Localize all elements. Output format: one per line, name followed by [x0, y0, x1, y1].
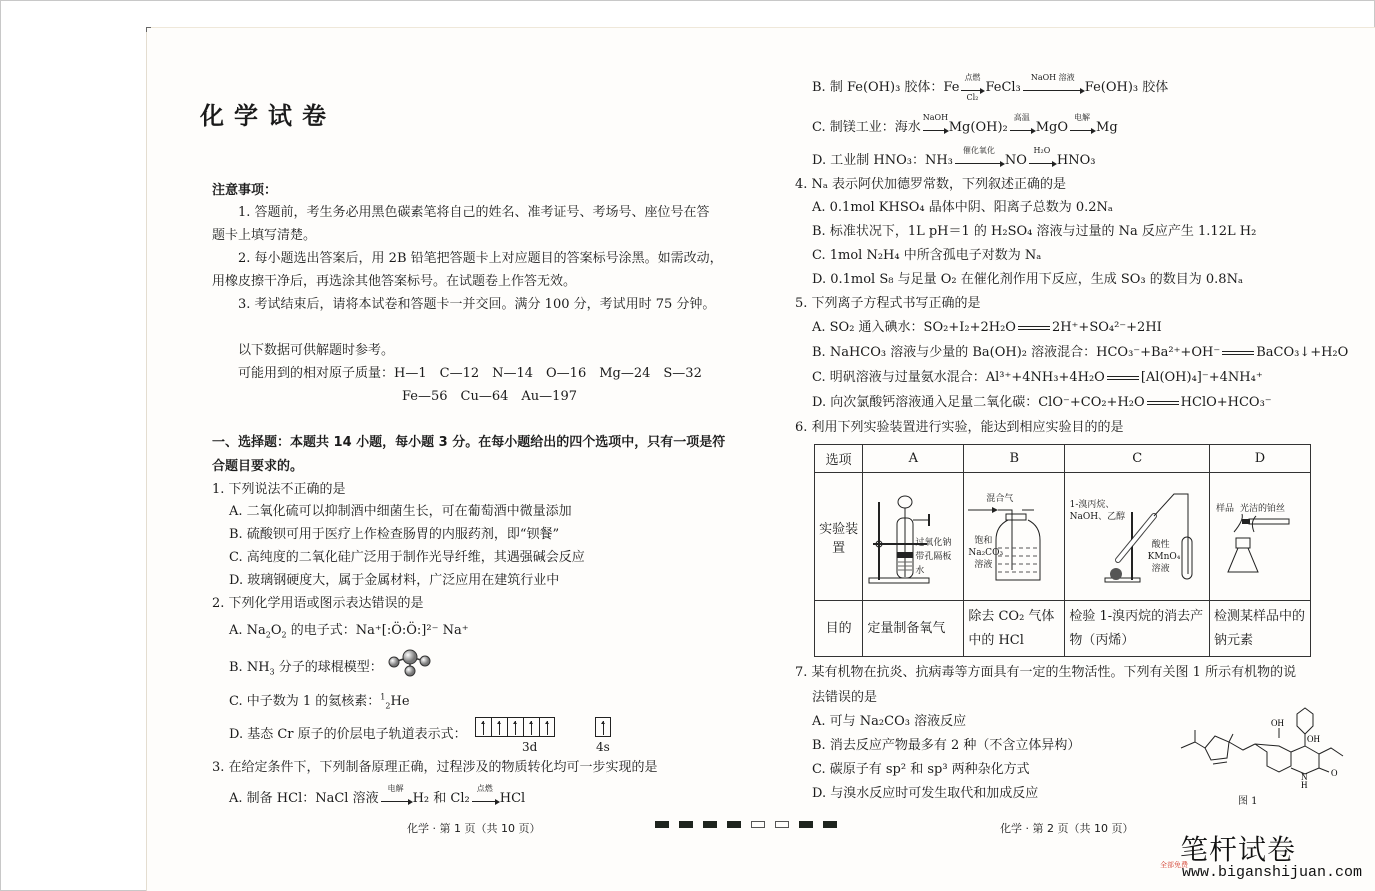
column-d: D	[1210, 445, 1311, 473]
watermark-url[interactable]: www.biganshijuan.com	[1182, 864, 1363, 881]
atomic-masses-label: 可能用到的相对原子质量：	[238, 366, 395, 381]
goal-b: 除去 CO₂ 气体中的 HCl	[964, 601, 1065, 657]
svg-text:OH: OH	[1271, 718, 1284, 728]
q5-option-d: D. 向次氯酸钙溶液通入足量二氧化碳：ClO⁻+CO₂+H₂O HClO+HCO₃⁻	[812, 395, 1272, 410]
q5-option-a: A. SO₂ 通入碘水：SO₂+I₂+2H₂O 2H⁺+SO₄²⁻+2HI	[812, 320, 1162, 335]
svg-text:N: N	[1301, 772, 1308, 782]
notice-item-3: 3. 考试结束后，请将本试卷和答题卡一并交回。满分 100 分，考试用时 75 分钟。	[238, 297, 716, 312]
q1-option-d: D. 玻璃钢硬度大，属于金属材料，广泛应用在建筑行业中	[229, 573, 560, 588]
q2-option-a: A. $Na_2O_2$ 的电子式：Na⁺[:Ö:Ö:]²⁻ Na⁺	[229, 623, 469, 640]
atomic-masses-values-1: H—1 C—12 N—14 O—16 Mg—24 S—32	[394, 366, 702, 381]
row-label-apparatus: 实验装置	[815, 473, 863, 601]
kipp-apparatus-icon	[867, 482, 959, 592]
q5-option-b: B. NaHCO₃ 溶液与少量的 Ba(OH)₂ 溶液混合：HCO₃⁻+Ba²⁺+OH⁻ BaCO₃↓+H₂O	[812, 345, 1349, 360]
q7-option-b: B. 消去反应产物最多有 2 种（不含立体异构）	[812, 738, 1081, 753]
q3-option-d: D. 工业制 HNO₃：NH₃ 催化氧化 NO H₂O HNO₃	[812, 146, 1096, 168]
q6-stem: 6. 利用下列实验装置进行实验，能达到相应实验目的的是	[795, 420, 1124, 435]
goal-c: 检验 1-溴丙烷的消去产物（丙烯）	[1065, 601, 1210, 657]
q2-option-c: C. 中子数为 1 的氦核素：$^1_2$He	[229, 692, 410, 711]
notice-heading: 注意事项：	[212, 183, 278, 198]
section-1-heading-cont: 合题目要求的。	[212, 459, 304, 474]
figure-1-caption: 图 1	[1238, 796, 1258, 807]
q2-stem: 2. 下列化学用语或图示表达错误的是	[212, 596, 424, 611]
q1-option-b: B. 硫酸钡可用于医疗上作检查肠胃的内服药剂，即“钡餐”	[229, 527, 560, 542]
q1-option-a: A. 二氧化硫可以抑制酒中细菌生长，可在葡萄酒中微量添加	[229, 504, 572, 519]
flame-test-lamp-icon	[1214, 482, 1306, 592]
q5-option-c: C. 明矾溶液与过量氨水混合：Al³⁺+4NH₃+4H₂O [Al(OH)₄]⁻+4NH₄⁺	[812, 370, 1263, 385]
elimination-apparatus-icon	[1070, 482, 1205, 592]
q3-stem: 3. 在给定条件下，下列制备原理正确，过程涉及的物质转化均可一步实现的是	[212, 760, 658, 775]
q7-option-d: D. 与溴水反应时可发生取代和加成反应	[812, 786, 1039, 801]
q1-option-c: C. 高纯度的二氧化硅广泛用于制作光导纤维，其遇强碱会反应	[229, 550, 585, 565]
crop-mark	[146, 27, 151, 32]
ball-stick-model-icon	[385, 648, 435, 678]
footer-page-2: 化学 · 第 2 页（共 10 页）	[1000, 822, 1134, 835]
watermark-free-tag: 全部免费	[1160, 861, 1188, 869]
orbital-label-3d: 3d	[522, 740, 538, 754]
notice-item-1-cont: 题卡上填写清楚。	[212, 228, 317, 243]
goal-d: 检测某样品中的钠元素	[1210, 601, 1311, 657]
q1-stem: 1. 下列说法不正确的是	[212, 482, 346, 497]
q7-stem-cont: 法错误的是	[812, 690, 878, 705]
table-header-row	[815, 445, 1311, 473]
goal-a: 定量制备氧气	[863, 601, 964, 657]
svg-text:OH: OH	[1307, 734, 1320, 744]
apparatus-a: 过氧化钠 带孔隔板 水	[863, 473, 964, 601]
svg-text:H: H	[1301, 780, 1308, 790]
q7-option-c: C. 碳原子有 sp² 和 sp³ 两种杂化方式	[812, 762, 1030, 777]
registration-marks	[655, 821, 837, 828]
experiment-table	[814, 444, 1311, 657]
q4-option-d: D. 0.1mol S₈ 与足量 O₂ 在催化剂作用下反应，生成 SO₃ 的数目为 0.8Nₐ	[812, 272, 1243, 287]
orbital-diagram-4s	[595, 716, 611, 737]
q4-stem: 4. Nₐ 表示阿伏加德罗常数，下列叙述正确的是	[795, 177, 1067, 192]
orbital-label-4s: 4s	[596, 740, 610, 754]
apparatus-b: 混合气 饱和 Na₂CO₃ 溶液	[964, 473, 1065, 601]
table-apparatus-row	[815, 473, 1311, 601]
row-label-option: 选项	[815, 445, 863, 473]
footer-page-1: 化学 · 第 1 页（共 10 页）	[407, 822, 541, 835]
orbital-diagram-3d	[475, 716, 555, 737]
column-a: A	[863, 445, 964, 473]
notice-item-2-cont: 用橡皮擦干净后，再选涂其他答案标号。在试题卷上作答无效。	[212, 274, 577, 289]
column-c: C	[1065, 445, 1210, 473]
section-1-heading: 一、选择题：本题共 14 小题，每小题 3 分。在每小题给出的四个选项中，只有一项是符	[212, 435, 726, 450]
q5-stem: 5. 下列离子方程式书写正确的是	[795, 296, 981, 311]
table-goal-row	[815, 601, 1311, 657]
electron-formula: Na⁺[:Ö:Ö:]²⁻ Na⁺	[355, 623, 469, 638]
q3-option-c: C. 制镁工业：海水 NaOH Mg(OH)₂ 高温 MgO 电解 Mg	[812, 113, 1118, 135]
molecule-structure-icon	[1175, 706, 1355, 791]
notice-item-1: 1. 答题前，考生务必用黑色碳素笔将自己的姓名、准考证号、考场号、座位号在答	[238, 205, 710, 220]
q3-option-b: B. 制 Fe(OH)₃ 胶体：Fe 点燃 Cl₂ FeCl₃ NaOH 溶液 Fe(OH)₃ 胶体	[812, 73, 1169, 102]
apparatus-d: 样品 光洁的铂丝	[1210, 473, 1311, 601]
reference-intro: 以下数据可供解题时参考。	[238, 343, 395, 358]
exam-title: 化学试卷	[200, 102, 336, 130]
svg-text:O: O	[1331, 768, 1338, 778]
q4-option-c: C. 1mol N₂H₄ 中所含孤电子对数为 Nₐ	[812, 248, 1042, 263]
q7-option-a: A. 可与 Na₂CO₃ 溶液反应	[812, 714, 967, 729]
atomic-masses-line-1	[238, 366, 702, 382]
q4-option-b: B. 标准状况下，1L pH＝1 的 H₂SO₄ 溶液与过量的 Na 反应产生 1.12L H₂	[812, 224, 1257, 239]
q7-stem: 7. 某有机物在抗炎、抗病毒等方面具有一定的生物活性。下列有关图 1 所示有机物的说	[795, 665, 1297, 680]
apparatus-c: 1-溴丙烷、 NaOH、乙醇 酸性 KMnO₄ 溶液	[1065, 473, 1210, 601]
q3-option-a: A. 制备 HCl：NaCl 溶液 电解 H₂ 和 Cl₂ 点燃 HCl	[229, 784, 526, 806]
q4-option-a: A. 0.1mol KHSO₄ 晶体中阴、阳离子总数为 0.2Nₐ	[812, 200, 1113, 215]
watermark-brand: 笔杆试卷	[1180, 833, 1297, 866]
row-label-goal: 目的	[815, 601, 863, 657]
notice-item-2: 2. 每小题选出答案后，用 2B 铅笔把答题卡上对应题目的答案标号涂黑。如需改动，	[238, 251, 723, 266]
q2-option-d: D. 基态 Cr 原子的价层电子轨道表示式：	[229, 727, 467, 742]
q2-option-b: B. $NH_3$ 分子的球棍模型：	[229, 660, 383, 677]
column-b: B	[964, 445, 1065, 473]
atomic-masses-line-2: Fe—56 Cu—64 Au—197	[402, 389, 577, 404]
